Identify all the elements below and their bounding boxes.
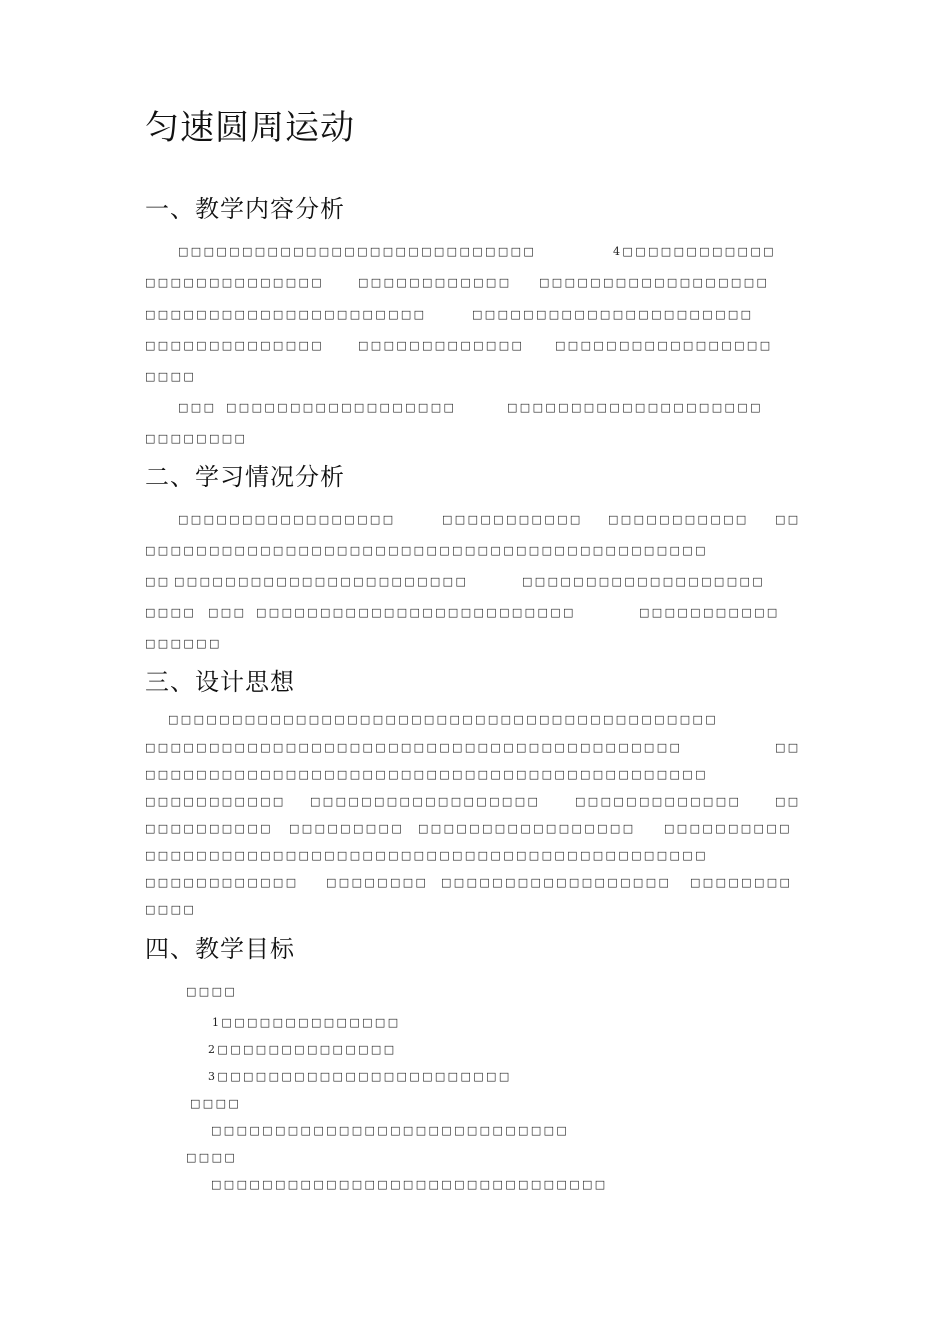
body-text: □□□□□□□□□□□□: [358, 276, 512, 289]
body-text: □□□□□□□□□□□□□□□□□□: [441, 876, 672, 889]
section-heading: 三、设计思想: [145, 668, 295, 696]
body-text: □□□□□□□□: [326, 876, 429, 889]
body-text: □□□□: [145, 606, 197, 619]
body-text: □□□□□□□□□□□: [442, 513, 583, 526]
body-text: □□□□□□□□□□□□□□: [145, 339, 325, 352]
document-title: 匀速圆周运动: [145, 108, 355, 148]
body-text: □□□□□□□□□□□□□□: [145, 276, 325, 289]
body-text: □□□□□□□□□□□□□□□□□□□□□□□□□□□□□□□□□□□□□□□□□□□: [168, 713, 719, 726]
body-text: □□□□□□□□□□□□□□□□□: [418, 822, 636, 835]
section-heading: 二、学习情况分析: [145, 463, 345, 491]
body-text: □□□□□□□□□□□□□□□□□□□□□□□□□□□□: [178, 245, 537, 258]
body-text: □□□□□□□□□□□□: [145, 876, 299, 889]
body-text: □□: [775, 513, 801, 526]
list-item: 1□□□□□□□□□□□□□□: [212, 1016, 401, 1029]
list-item: 2□□□□□□□□□□□□□□: [208, 1043, 397, 1056]
body-text: □□: [775, 741, 801, 754]
body-text: □□□□□□□□□□□□□□□□□□□□□□□□□□□□□□□: [211, 1178, 608, 1191]
body-text: □□□□□□□□□□□□□□□□□□□□□□□: [174, 575, 469, 588]
body-text: □□□□: [145, 903, 197, 916]
body-text: □□□□□□□□□□□□□□□□□□□□□□: [145, 308, 427, 321]
body-text: □□□□□□□□: [145, 432, 248, 445]
body-text: □□□□□□□□□□□□□□□□□□□□□□□□□□□□□□□□□□□□□□□□□□□□: [145, 849, 708, 862]
body-text: □□: [775, 795, 801, 808]
body-text: □□□□□□□□□□□: [145, 795, 286, 808]
body-text: □□□□: [186, 1151, 238, 1164]
body-text: □□□□□□□□□□□□□: [575, 795, 742, 808]
body-text: □□□□□□□□□□□□□□□□□□: [310, 795, 541, 808]
body-text: □□□□: [145, 370, 197, 383]
body-text: □□: [145, 575, 171, 588]
section-heading: 四、教学目标: [145, 935, 295, 963]
body-text: □□□□□□□□□□□: [608, 513, 749, 526]
body-text: □□□□□□□□□□□□□□□□□: [555, 339, 773, 352]
body-text: □□□□□□: [145, 637, 222, 650]
body-text: □□□□□□□□□□□□□□□□□□□□□□: [472, 308, 754, 321]
body-text: □□□: [208, 606, 247, 619]
body-text: □□□□□□□□□□□□□□□□□□□□□□□□□: [256, 606, 576, 619]
body-text: □□□□□□□□□□: [664, 822, 792, 835]
body-text: □□□□□□□□: [690, 876, 793, 889]
body-text: □□□□□□□□□□□□□□□□□□□: [522, 575, 766, 588]
body-text: □□□□□□□□□: [289, 822, 405, 835]
body-text: □□□□: [190, 1097, 242, 1110]
body-text: □□□□: [186, 985, 238, 998]
body-text: □□□□□□□□□□□□□□□□□□□□□□□□□□□□□□□□□□□□□□□□□□□□: [145, 768, 708, 781]
list-item: 3□□□□□□□□□□□□□□□□□□□□□□□: [208, 1070, 512, 1083]
body-text: □□□□□□□□□□: [145, 822, 273, 835]
section-heading: 一、教学内容分析: [145, 195, 345, 223]
body-text: □□□□□□□□□□□□□□□□□□□□□□□□□□□□□□□□□□□□□□□□□□: [145, 741, 683, 754]
body-text: □□□: [178, 401, 217, 414]
body-text: □□□□□□□□□□□□□□□□□□□□: [507, 401, 763, 414]
body-text: □□□□□□□□□□□□□□□□□□□□□□□□□□□□: [211, 1124, 570, 1137]
body-text: 4□□□□□□□□□□□□: [613, 245, 776, 258]
body-text: □□□□□□□□□□□: [639, 606, 780, 619]
body-text: □□□□□□□□□□□□□□□□□□: [226, 401, 457, 414]
body-text: □□□□□□□□□□□□□□□□□□□□□□□□□□□□□□□□□□□□□□□□□□□□: [145, 544, 708, 557]
body-text: □□□□□□□□□□□□□□□□□□: [539, 276, 770, 289]
body-text: □□□□□□□□□□□□□: [358, 339, 525, 352]
body-text: □□□□□□□□□□□□□□□□□: [178, 513, 396, 526]
